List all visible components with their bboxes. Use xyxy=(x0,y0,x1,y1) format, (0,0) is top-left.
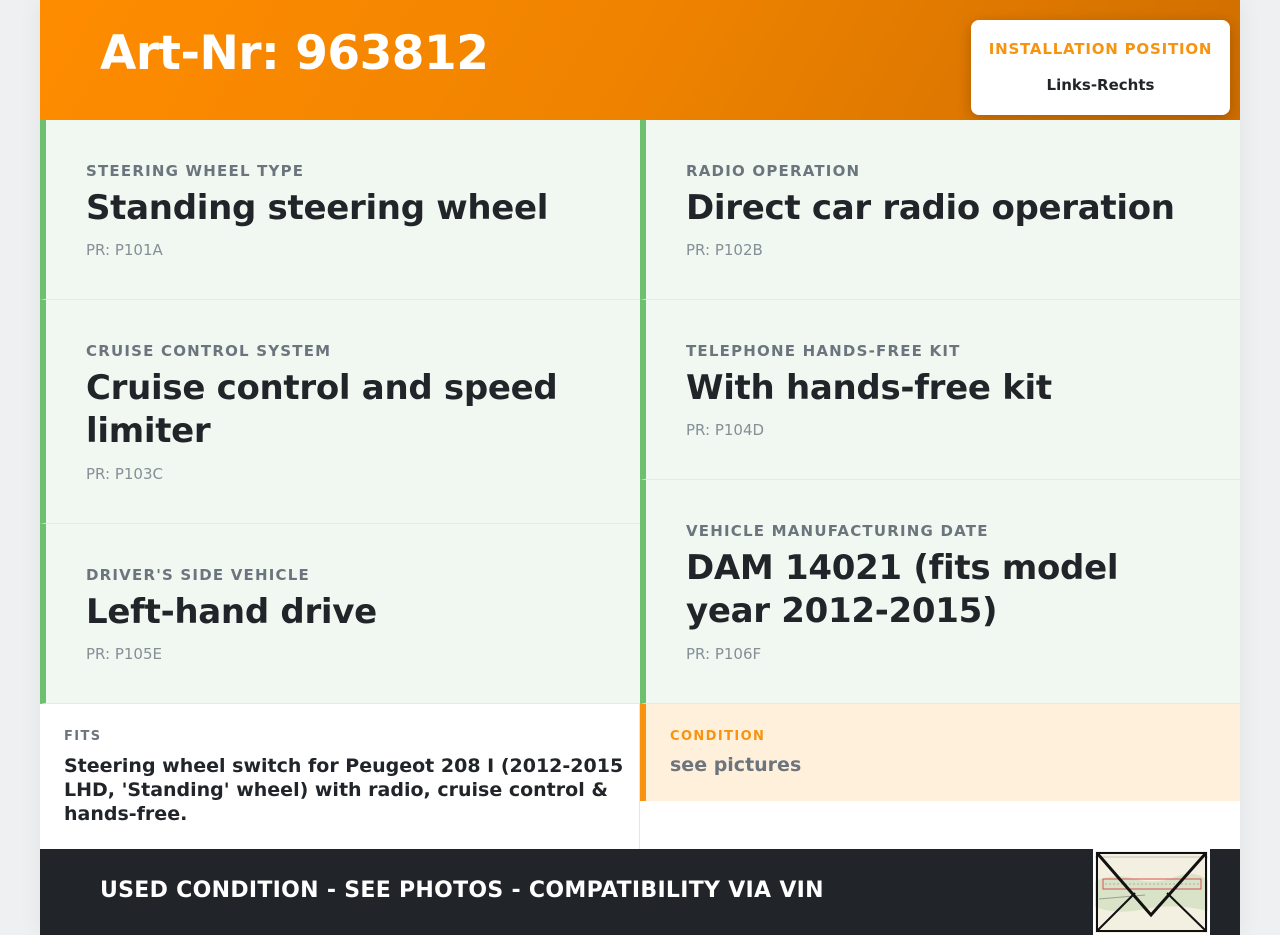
spec-value: With hands-free kit xyxy=(686,368,1052,408)
condition-label: CONDITION xyxy=(670,729,766,744)
installation-position-box xyxy=(971,20,1230,115)
spec-label: TELEPHONE HANDS-FREE KIT xyxy=(686,342,961,360)
spec-pr-code: PR: P105E xyxy=(86,645,162,663)
spec-label: RADIO OPERATION xyxy=(686,162,861,180)
spec-pr-code: PR: P106F xyxy=(686,645,762,663)
product-card xyxy=(40,0,1240,935)
spec-pr-code: PR: P103C xyxy=(86,465,163,483)
spec-value: DAM 14021 (fits model year 2012-2015) xyxy=(686,548,1119,631)
spec-drivers-side-vehicle xyxy=(40,524,640,704)
spec-label: CRUISE CONTROL SYSTEM xyxy=(86,342,332,360)
spec-label: VEHICLE MANUFACTURING DATE xyxy=(686,522,989,540)
article-number: Art-Nr: 963812 xyxy=(100,26,489,81)
spec-value: Cruise control and speed limiter xyxy=(86,368,558,451)
envelope-photo-icon[interactable] xyxy=(1093,849,1210,935)
spec-telephone-hands-free-kit xyxy=(640,300,1240,480)
footer-text: USED CONDITION - SEE PHOTOS - COMPATIBILITY VIA VIN xyxy=(100,878,824,903)
spec-cruise-control-system xyxy=(40,300,640,524)
spec-pr-code: PR: P104D xyxy=(686,421,765,439)
spec-pr-code: PR: P102B xyxy=(686,241,763,259)
spec-steering-wheel-type xyxy=(40,120,640,300)
spec-vehicle-manufacturing-date xyxy=(640,480,1240,704)
fits-section xyxy=(40,704,640,849)
spec-value: Standing steering wheel xyxy=(86,188,549,228)
spec-value: Direct car radio operation xyxy=(686,188,1175,228)
spec-radio-operation xyxy=(640,120,1240,300)
page-header xyxy=(40,0,1240,120)
spec-label: STEERING WHEEL TYPE xyxy=(86,162,305,180)
envelope-photo-graphic xyxy=(1095,851,1208,933)
condition-section xyxy=(640,704,1240,801)
spec-value: Left-hand drive xyxy=(86,592,377,632)
condition-value: see pictures xyxy=(670,754,802,776)
installation-position-value: Links-Rechts xyxy=(1046,76,1155,94)
fits-value: Steering wheel switch for Peugeot 208 I (2012-2015 LHD, 'Standing' wheel) with radio, cruise control & hands-free. xyxy=(64,755,624,825)
spec-pr-code: PR: P101A xyxy=(86,241,163,259)
fits-label: FITS xyxy=(64,729,102,744)
installation-position-title: INSTALLATION POSITION xyxy=(988,40,1213,58)
page-footer xyxy=(40,849,1240,935)
spec-label: DRIVER'S SIDE VEHICLE xyxy=(86,566,310,584)
